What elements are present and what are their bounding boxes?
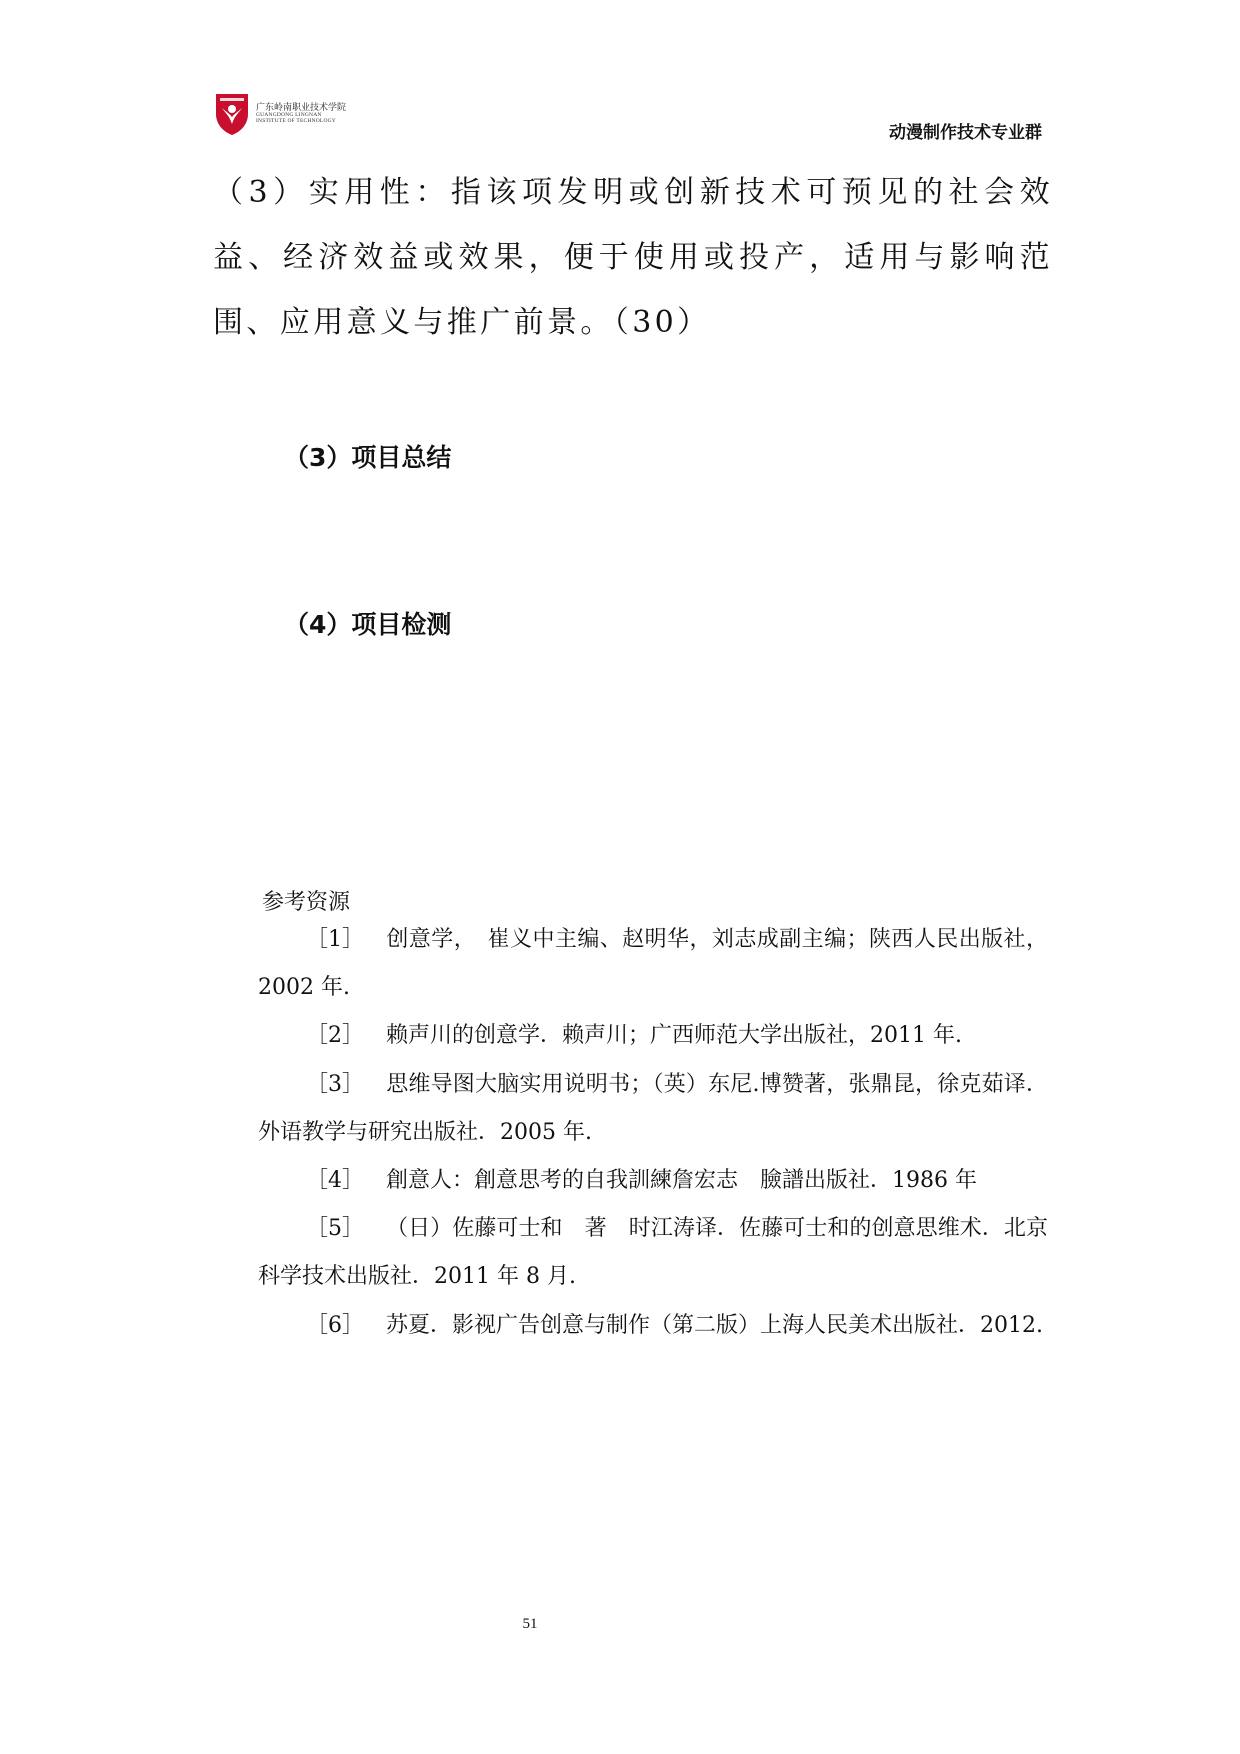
school-name-en-line2: INSTITUTE OF TECHNOLOGY: [256, 118, 336, 124]
reference-item: [258, 1205, 1048, 1301]
reference-text: 苏夏．影视广告创意与制作（第二版）上海人民美术出版社．2012.: [386, 1313, 1043, 1338]
reference-text: 赖声川的创意学．赖声川；广西师范大学出版社，2011 年.: [386, 1023, 962, 1048]
school-logo: [214, 90, 354, 140]
department-header: 动漫制作技术专业群: [889, 123, 1042, 143]
school-name-en-line1: GUANGDONG LINGNAN: [256, 112, 322, 118]
reference-text: 思维导图大脑实用说明书；（英）东尼.博赞著，张鼎昆，徐克茹译．外语教学与研究出版社．2005 年.: [258, 1072, 1048, 1145]
reference-number: ［6］: [306, 1313, 364, 1338]
reference-number: ［4］: [306, 1168, 364, 1193]
reference-number: ［5］: [306, 1216, 364, 1241]
reference-item: [258, 1157, 1048, 1205]
page-number: 51: [522, 1616, 538, 1632]
reference-number: ［2］: [306, 1023, 364, 1048]
school-name-en: [256, 112, 336, 124]
reference-item: [258, 1012, 1048, 1060]
reference-text: （日）佐藤可士和 著 时江涛译．佐藤可士和的创意思维术．北京科学技术出版社．2011 年 8 月.: [258, 1216, 1048, 1289]
reference-text: 创意学， 崔义中主编、赵明华，刘志成副主编；陕西人民出版社，2002 年.: [258, 927, 1048, 1000]
reference-number: ［1］: [306, 927, 364, 952]
section-project-summary: （3）项目总结: [284, 443, 452, 472]
section-project-testing: （4）项目检测: [284, 610, 452, 639]
school-name-cn: 广东岭南职业技术学院: [256, 103, 347, 113]
practicality-paragraph: （3）实用性：指该项发明或创新技术可预见的社会效益、经济效益或效果，便于使用或投产，适用与影响范围、应用意义与推广前景。（30）: [213, 175, 1053, 340]
reference-number: ［3］: [306, 1072, 364, 1097]
reference-item: [258, 916, 1048, 1012]
references-title: 参考资源: [262, 890, 351, 915]
reference-text: 創意人：創意思考的自我訓練詹宏志 臉譜出版社．1986 年: [386, 1168, 977, 1193]
reference-item: [258, 1302, 1048, 1350]
reference-item: [258, 1061, 1048, 1157]
school-shield-icon: [214, 92, 250, 136]
